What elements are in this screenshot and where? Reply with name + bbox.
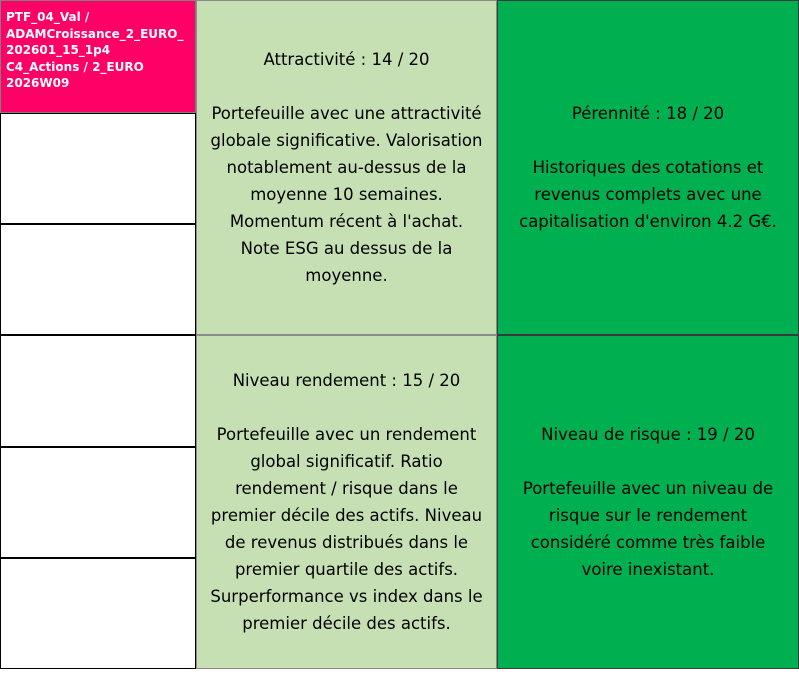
rendement-text-line: premier quartile des actifs. <box>234 560 459 579</box>
portfolio-header-line: PTF_04_Val / <box>6 10 90 24</box>
empty-cell <box>0 335 196 447</box>
attractivite-title: Attractivité : 14 / 20 <box>263 50 430 69</box>
attractivite-text-line: notablement au-dessus de la <box>226 158 467 177</box>
risque-title: Niveau de risque : 19 / 20 <box>541 425 755 444</box>
attractivite-text-line: Portefeuille avec une attractivité <box>211 104 482 123</box>
empty-cell <box>0 447 196 558</box>
risque-text-line: Portefeuille avec un niveau de <box>522 479 774 498</box>
rendement-text-line: Portefeuille avec un rendement <box>216 425 477 444</box>
empty-cell <box>0 224 196 335</box>
portfolio-header-cell <box>0 0 196 113</box>
risque-text-line: considéré comme très faible <box>530 533 766 552</box>
attractivite-text-line: Momentum récent à l'achat. <box>229 212 464 231</box>
empty-cell <box>0 113 196 224</box>
perennite-text-line: revenus complets avec une <box>534 185 762 204</box>
attractivite-card <box>196 0 497 335</box>
portfolio-header-line: ADAMCroissance_2_EURO_ <box>6 26 184 41</box>
perennite-card <box>497 0 799 335</box>
attractivite-text-line: moyenne 10 semaines. <box>250 185 443 204</box>
perennite-text-line: capitalisation d'environ 4.2 G€. <box>519 212 777 231</box>
rendement-text-line: premier décile des actifs. <box>242 614 451 633</box>
attractivite-text-line: globale significative. Valorisation <box>210 131 483 150</box>
rendement-text-line: rendement / risque dans le <box>235 479 458 498</box>
risque-text-line: risque sur le rendement <box>548 506 748 525</box>
attractivite-text-line: moyenne. <box>305 266 388 285</box>
empty-cell <box>0 558 196 669</box>
portfolio-header-line: C4_Actions / 2_EURO <box>6 59 144 74</box>
perennite-text-line: Historiques des cotations et <box>532 158 764 177</box>
rendement-text-line: premier décile des actifs. Niveau <box>210 506 483 525</box>
rendement-title: Niveau rendement : 15 / 20 <box>232 371 461 390</box>
risque-text-line: voire inexistant. <box>581 560 715 579</box>
portfolio-header-line: 202601_15_1p4 <box>6 43 111 57</box>
rendement-card <box>196 335 497 669</box>
perennite-title: Pérennité : 18 / 20 <box>571 104 725 123</box>
rendement-text-line: Surperformance vs index dans le <box>210 587 483 606</box>
rendement-text-line: de revenus distribués dans le <box>224 533 469 552</box>
risque-card <box>497 335 799 669</box>
portfolio-header-line: 2026W09 <box>6 76 70 90</box>
rendement-text-line: global significatif. Ratio <box>250 452 443 471</box>
attractivite-text-line: Note ESG au dessus de la <box>240 239 453 258</box>
